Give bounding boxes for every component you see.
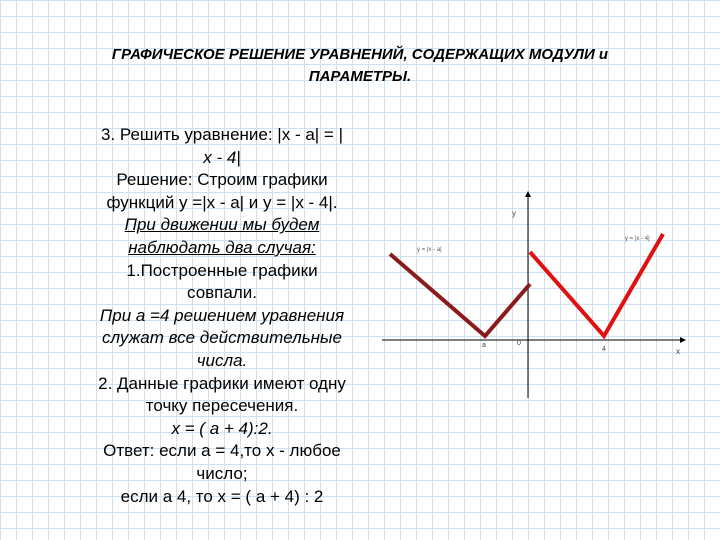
solution-line-1: Решение: Строим графики xyxy=(116,170,328,190)
title-line-2: ПАРАМЕТРЫ. xyxy=(308,68,412,85)
a-tick-label: a xyxy=(482,342,486,349)
x-axis-arrow xyxy=(680,337,686,343)
observe-line-2: наблюдать два случая: xyxy=(128,237,316,257)
four-tick-label: 4 xyxy=(602,346,606,353)
answer-line-2: число; xyxy=(196,463,248,483)
graph-abs-x-minus-a xyxy=(390,254,530,336)
y-axis-arrow xyxy=(525,191,531,197)
function-graph xyxy=(380,190,690,400)
right-function-label: y = |x - 4| xyxy=(625,236,650,242)
problem-statement-line-1: 3. Решить уравнение: |x - a| = | xyxy=(100,125,343,144)
case2-formula: х = ( а + 4):2. xyxy=(171,418,273,438)
answer-line-3: если а 4, то х = ( а + 4) : 2 xyxy=(120,486,324,506)
observe-line-1: При движении мы будем xyxy=(124,215,320,235)
case1-line-1: 1.Построенные графики xyxy=(126,260,318,280)
case1-line-2: совпали. xyxy=(187,283,257,303)
solution-line-2: функций у =|x - a| и у = |x - 4|. xyxy=(106,192,338,212)
slide-title xyxy=(40,44,680,88)
case1-detail-line-3: числа. xyxy=(196,350,248,370)
left-function-label: y = |x - a| xyxy=(417,247,442,253)
solution-text xyxy=(66,124,378,508)
title-line-1: ГРАФИЧЕСКОЕ РЕШЕНИЕ УРАВНЕНИЙ, СОДЕРЖАЩИХ МОДУЛИ и xyxy=(111,46,609,63)
problem-statement-line-2: x - 4| xyxy=(203,147,241,167)
case2-line-2: точку пересечения. xyxy=(145,396,299,416)
case1-detail-line-2: служат все действительные xyxy=(102,328,342,348)
case1-detail-line-1: При а =4 решением уравнения xyxy=(99,305,345,325)
case2-line-1: 2. Данные графики имеют одну xyxy=(98,373,346,393)
x-axis-label: x xyxy=(676,347,680,356)
answer-line-1: Ответ: если а = 4,то х - любое xyxy=(103,441,341,461)
y-axis-label: y xyxy=(512,209,516,218)
origin-label: 0 xyxy=(517,340,521,347)
graph-abs-x-minus-4 xyxy=(530,234,663,336)
